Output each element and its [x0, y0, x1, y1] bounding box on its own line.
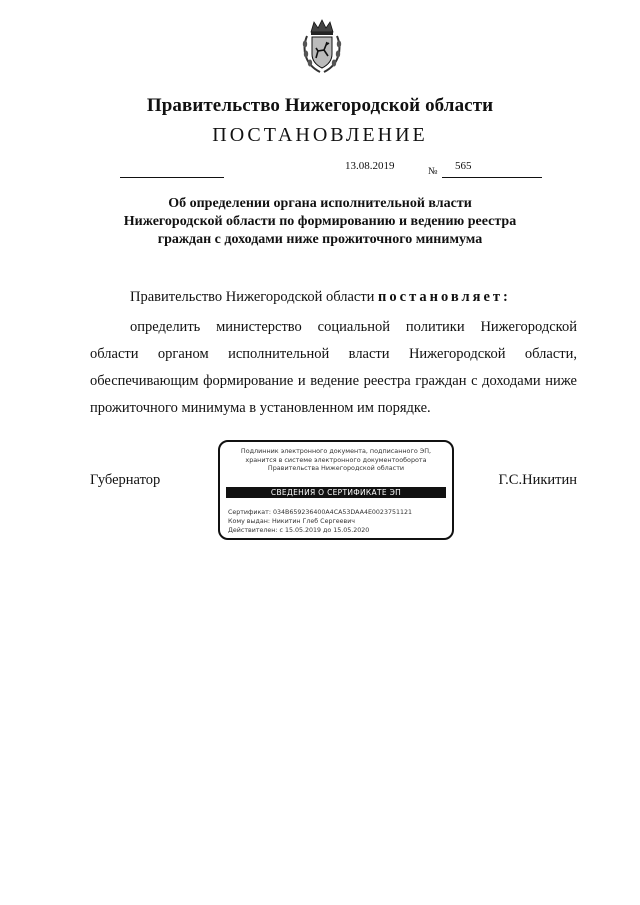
preamble [130, 289, 511, 306]
document-type: ПОСТАНОВЛЕНИЕ [212, 124, 428, 146]
certificate-label: Сертификат: [228, 509, 271, 516]
document-heading [80, 195, 560, 249]
preamble-subject: Правительство Нижегородской области [130, 289, 375, 305]
certificate-value: 034B659236400A4CA53DAA4E0023751121 [272, 509, 412, 516]
signatory-name: Г.С.Никитин [498, 472, 577, 488]
document-date: 13.08.2019 [345, 160, 395, 172]
stamp-header-line: Правительства Нижегородской области [267, 464, 405, 472]
electronic-signature-stamp [218, 440, 454, 540]
registration-line-left [120, 177, 224, 178]
heading-line: Нижегородской области по формированию и ведению реестра [123, 214, 517, 229]
certificate-info-bar: СВЕДЕНИЯ О СЕРТИФИКАТЕ ЭП [226, 487, 446, 498]
signatory-position: Губернатор [90, 472, 161, 488]
preamble-verb: постановляет: [378, 289, 511, 305]
heading-line: граждан с доходами ниже прожиточного минимума [157, 232, 483, 247]
validity-value: с 15.05.2019 до 15.05.2020 [279, 527, 370, 534]
registration-line-right [442, 177, 542, 178]
stamp-header-line: хранится в системе электронного документооборота [245, 455, 427, 464]
stamp-header-line: Подлинник электронного документа, подписанного ЭП, [240, 447, 432, 455]
certificate-row [228, 509, 412, 516]
validity-row [228, 527, 369, 534]
owner-value: Никитин Глеб Сергеевич [271, 518, 356, 525]
validity-label: Действителен: [228, 527, 278, 534]
heading-line: Об определении органа исполнительной власти [168, 196, 472, 211]
owner-row [228, 518, 355, 525]
number-sign: № [428, 166, 438, 177]
owner-label: Кому выдан: [228, 518, 270, 525]
stamp-header [220, 447, 452, 473]
coat-of-arms-icon [302, 18, 342, 74]
resolution-text: определить министерство социальной политики Нижегородской области органом исполнительной власти Нижегородской области, обеспечивающим формирование и ведение реестра граждан с доходами ниже прожиточного минимума в установленном им порядке. [90, 319, 577, 416]
government-title: Правительство Нижегородской области [146, 95, 494, 116]
document-number: 565 [455, 160, 472, 172]
